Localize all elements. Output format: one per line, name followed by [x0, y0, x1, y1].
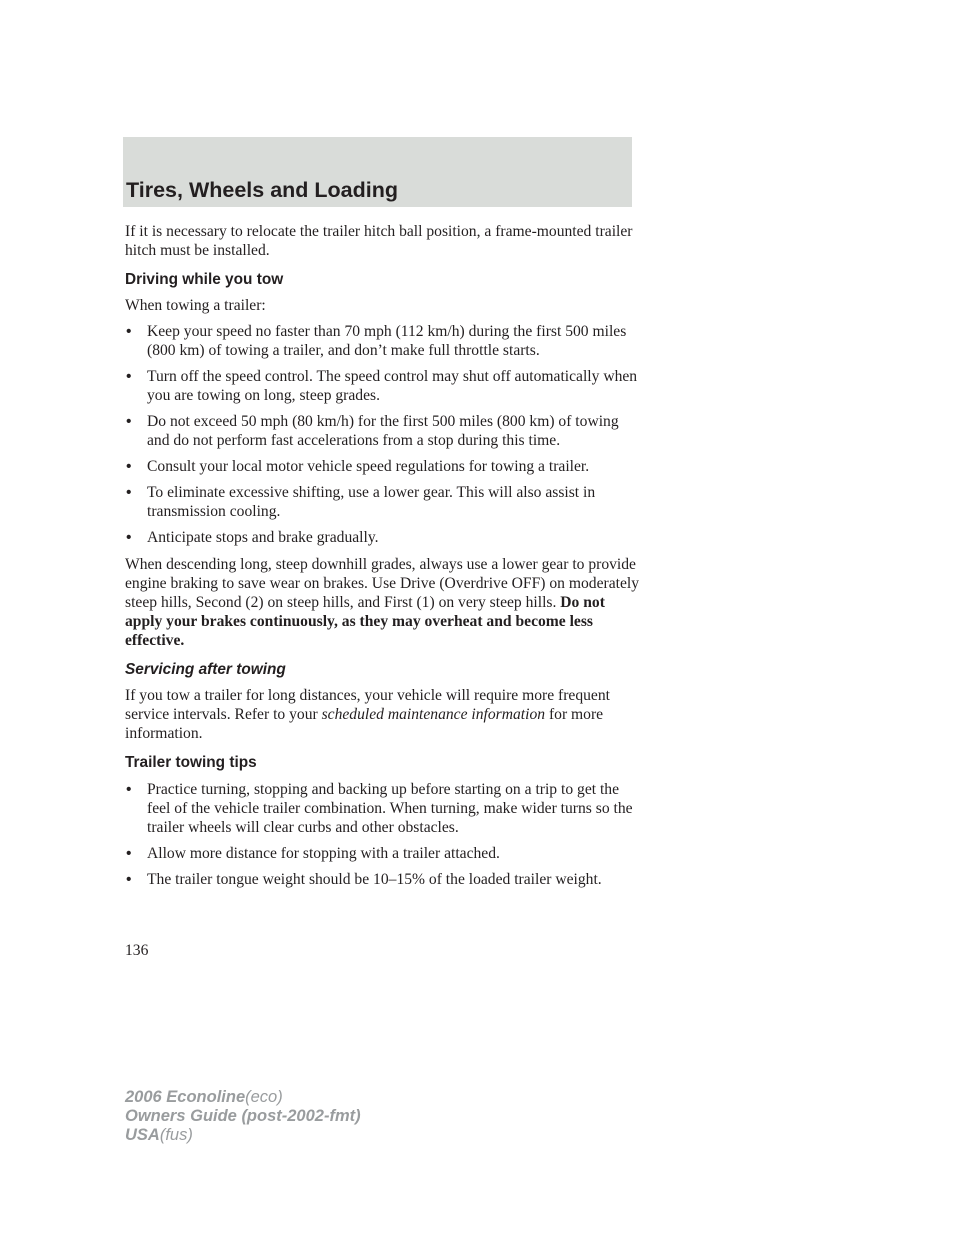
- intro-paragraph: If it is necessary to relocate the trailer hitch ball position, a frame-mounted trailer hitch must be installed.: [125, 223, 633, 259]
- heading-servicing-after-towing: Servicing after towing: [125, 661, 286, 678]
- page-content: [125, 222, 645, 889]
- driving-lead: When towing a trailer:: [125, 297, 266, 314]
- list-item: • Consult your local motor vehicle speed regulations for towing a trailer.: [125, 457, 645, 476]
- footer-model-code: (eco): [245, 1088, 283, 1106]
- section-title: Tires, Wheels and Loading: [126, 178, 398, 202]
- list-item: • Turn off the speed control. The speed control may shut off automatically when you are towing on long, steep grades.: [125, 367, 645, 405]
- list-item: • Keep your speed no faster than 70 mph (112 km/h) during the first 500 miles (800 km) of towing a trailer, and don’t make full throttle starts.: [125, 322, 645, 360]
- list-item: • Practice turning, stopping and backing up before starting on a trip to get the feel of the vehicle trailer combination. When turning, make wider turns so the trailer wheels will clear curbs and other obstacles.: [125, 780, 645, 837]
- list-item: • Do not exceed 50 mph (80 km/h) for the first 500 miles (800 km) of towing and do not perform fast accelerations from a stop during this time.: [125, 412, 645, 450]
- list-item: • To eliminate excessive shifting, use a lower gear. This will also assist in transmission cooling.: [125, 483, 645, 521]
- heading-trailer-towing-tips: Trailer towing tips: [125, 754, 257, 771]
- list-item: • The trailer tongue weight should be 10–15% of the loaded trailer weight.: [125, 870, 645, 889]
- descending-text: When descending long, steep downhill grades, always use a lower gear to provide engine braking to save wear on brakes. Use Drive (Overdrive OFF) on moderately steep hills, Second (2) on steep hills, and First (1) on very steep hills.: [125, 556, 639, 611]
- driving-bullet-list: [125, 322, 645, 547]
- page-number: 136: [125, 942, 149, 959]
- servicing-paragraph: [125, 686, 645, 743]
- heading-driving-while-you-tow: Driving while you tow: [125, 271, 284, 288]
- servicing-reference: scheduled maintenance information: [321, 706, 546, 723]
- descending-paragraph: [125, 555, 645, 650]
- tips-bullet-list: [125, 780, 645, 889]
- servicing-text-end: for more information.: [125, 706, 604, 742]
- footer-line-model: [125, 1088, 361, 1107]
- document-footer: [125, 1088, 361, 1145]
- servicing-text: If you tow a trailer for long distances, your vehicle will require more frequent service intervals. Refer to your: [125, 687, 610, 723]
- footer-line-market: [125, 1126, 361, 1145]
- footer-market: USA: [125, 1126, 160, 1144]
- list-item: • Allow more distance for stopping with a trailer attached.: [125, 844, 645, 863]
- list-item: • Anticipate stops and brake gradually.: [125, 528, 645, 547]
- footer-market-code: (fus): [159, 1126, 193, 1144]
- section-header-band: [123, 137, 632, 207]
- footer-guide: Owners Guide (post-2002-fmt): [125, 1107, 361, 1125]
- descending-warning: Do not apply your brakes continuously, as they may overheat and become less effective.: [125, 594, 605, 649]
- footer-model: 2006 Econoline: [125, 1088, 246, 1106]
